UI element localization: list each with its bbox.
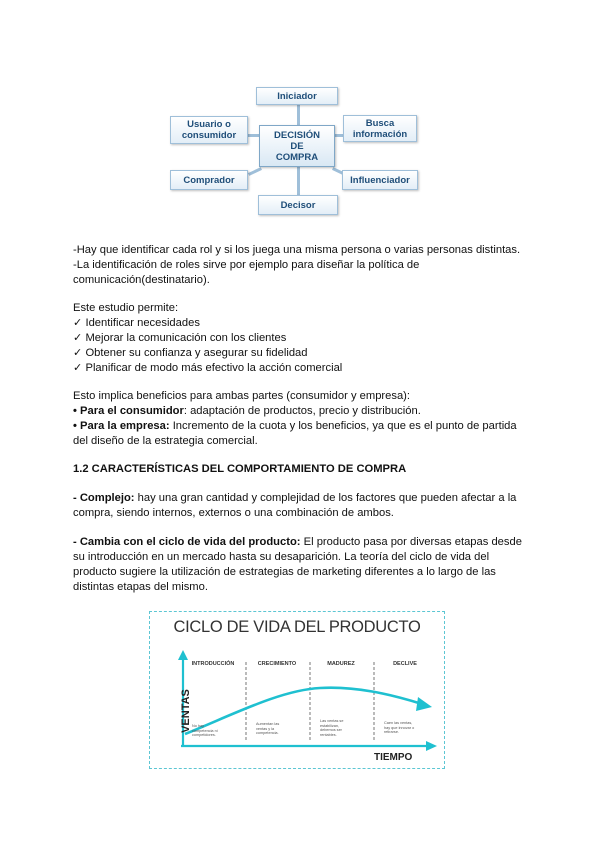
trait-complex-cont: compra, siendo internos, externos o una combinación de ambos. bbox=[73, 507, 394, 519]
figure-title: CICLO DE VIDA DEL PRODUCTO bbox=[173, 618, 421, 636]
stage-decline: DECLIVE bbox=[393, 661, 417, 667]
role-decider: Decisor bbox=[258, 195, 338, 215]
study-item: ✓ Obtener su confianza y asegurar su fidelidad bbox=[73, 347, 308, 359]
benefit-company-text: Incremento de la cuota y los beneficios, ya que es el punto de partida bbox=[169, 420, 517, 432]
life-cycle-figure bbox=[149, 611, 445, 769]
connector-left-bottom bbox=[248, 167, 262, 176]
role-influencer: Influenciador bbox=[342, 170, 418, 190]
role-seeker: Busca información bbox=[343, 115, 417, 142]
benefit-company bbox=[73, 419, 553, 434]
role-buyer: Comprador bbox=[170, 170, 248, 190]
x-axis-label: TIEMPO bbox=[374, 752, 413, 763]
study-item: ✓ Identificar necesidades bbox=[73, 317, 200, 329]
connector-bottom bbox=[297, 166, 300, 196]
benefit-consumer-text: : adaptación de productos, precio y distribución. bbox=[183, 405, 421, 417]
trait-cycle bbox=[73, 535, 553, 550]
benefits-lead: Esto implica beneficios para ambas partes (consumidor y empresa): bbox=[73, 390, 411, 402]
life-cycle-chart bbox=[150, 612, 444, 768]
benefit-consumer-label: • Para el consumidor bbox=[73, 405, 184, 417]
decision-center-label: DECISIÓN DE COMPRA bbox=[274, 129, 320, 163]
stage-maturity: MADUREZ bbox=[327, 661, 355, 667]
y-axis-label: VENTAS bbox=[179, 689, 192, 733]
intro-line-3: comunicación(destinatario). bbox=[73, 274, 210, 286]
trait-cycle-cont: distintas etapas del mismo. bbox=[73, 581, 208, 593]
trait-cycle-cont: su introducción en un mercado hasta su desaparición. La teoría del ciclo de vida del bbox=[73, 551, 490, 563]
stage-growth: CRECIMIENTO bbox=[257, 661, 297, 667]
stage-introduction: INTRODUCCIÓN bbox=[191, 661, 235, 667]
study-lead: Este estudio permite: bbox=[73, 302, 179, 314]
intro-line-1: -Hay que identificar cada rol y si los juega una misma persona o varias personas distintas. bbox=[73, 244, 521, 256]
note-decline: Caen las ventas, hay que innovar o retirarse. bbox=[384, 721, 415, 735]
note-growth: Aumentan las ventas y la competencia. bbox=[256, 722, 280, 736]
trait-cycle-label: - Cambia con el ciclo de vida del producto: bbox=[73, 536, 301, 548]
trait-cycle-text: El producto pasa por diversas etapas desde bbox=[300, 536, 522, 548]
note-introduction: No hay competencia ni competidores. bbox=[192, 724, 218, 738]
decision-center bbox=[259, 125, 335, 167]
role-user: Usuario o consumidor bbox=[170, 116, 248, 144]
sales-curve-arrow bbox=[416, 697, 432, 711]
trait-complex-label: - Complejo: bbox=[73, 492, 135, 504]
benefit-consumer bbox=[73, 404, 533, 419]
note-maturity: Las ventas se estabilizan, debemos ser rentables. bbox=[320, 719, 344, 737]
trait-complex-text: hay una gran cantidad y complejidad de los factores que pueden afectar a la bbox=[134, 492, 517, 504]
study-item: ✓ Mejorar la comunicación con los clientes bbox=[73, 332, 287, 344]
section-heading: 1.2 CARACTERÍSTICAS DEL COMPORTAMIENTO DE COMPRA bbox=[73, 463, 407, 475]
trait-cycle-cont: producto sugiere la utilización de estrategias de marketing diferentes a lo largo de las bbox=[73, 566, 496, 578]
intro-line-2: -La identificación de roles sirve por ejemplo para diseñar la política de bbox=[73, 259, 420, 271]
role-initiator: Iniciador bbox=[256, 87, 338, 105]
study-item: ✓ Planificar de modo más efectivo la acción comercial bbox=[73, 362, 343, 374]
benefit-company-cont: del diseño de la estrategia comercial. bbox=[73, 435, 258, 447]
benefit-company-label: • Para la empresa: bbox=[73, 420, 170, 432]
y-axis-arrow bbox=[178, 650, 188, 660]
x-axis-arrow bbox=[426, 741, 437, 751]
trait-complex bbox=[73, 491, 553, 506]
